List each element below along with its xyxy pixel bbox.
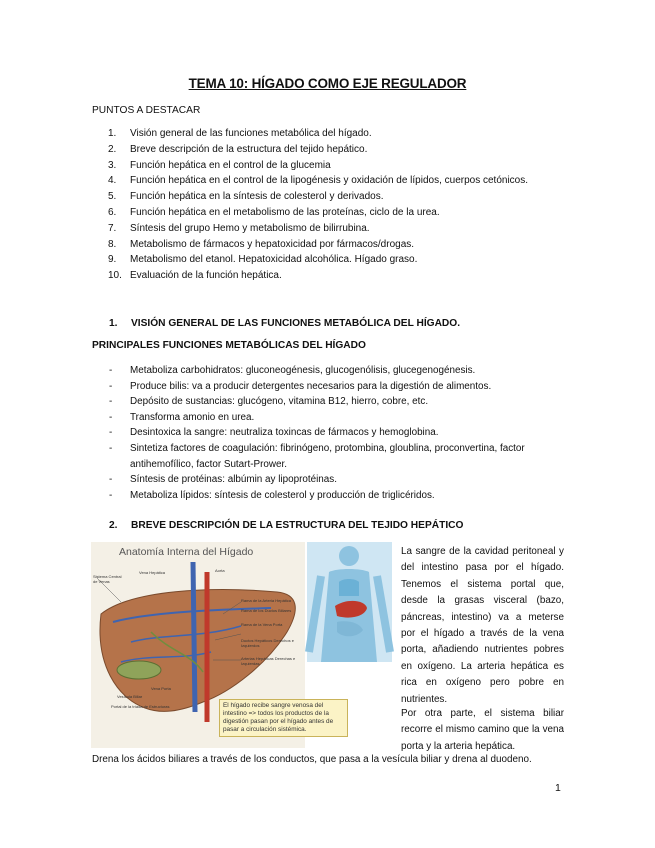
list-item: - Transforma amonio en urea. bbox=[109, 411, 255, 423]
list-item: - Desintoxica la sangre: neutraliza toxincas de fármacos y hemoglobina. bbox=[109, 427, 439, 439]
list-item: - Metaboliza carbohidratos: gluconeogénesis, glucogenólisis, glucegenogénesis. bbox=[109, 365, 476, 376]
figure-label: Vena Porta bbox=[151, 686, 171, 691]
figure-label: Rama de la Arteria Hepática bbox=[241, 598, 292, 603]
page-title: TEMA 10: HÍGADO COMO EJE REGULADOR bbox=[188, 76, 467, 91]
list-item: 2. Breve descripción de la estructura del tejido hepático. bbox=[108, 143, 368, 155]
list-item: 4. Función hepática en el control de la lipogénesis y oxidación de lípidos, cuerpos cetónicos. bbox=[108, 175, 529, 187]
list-item: 10. Evaluación de la función hepática. bbox=[108, 270, 282, 282]
list-item: 5. Función hepática en la síntesis de colesterol y derivados. bbox=[108, 191, 384, 203]
figure-label: Aorta bbox=[215, 568, 225, 573]
figure-label: Vesícula Biliar bbox=[117, 694, 143, 699]
figure-label: Sistema Central de Venas bbox=[93, 574, 122, 584]
list-item: - Síntesis de protéinas: albúmin ay lipoprotéinas. bbox=[109, 474, 337, 486]
body-silhouette-figure bbox=[307, 542, 392, 662]
list-item: 1. Visión general de las funciones metabólica del hígado. bbox=[108, 128, 372, 139]
figure-label: Rama de la Vena Porta bbox=[241, 622, 283, 627]
points-label: PUNTOS A DESTACAR bbox=[92, 105, 201, 116]
list-item: 9. Metabolismo del etanol. Hepatoxicidad alcohólica. Hígado graso. bbox=[108, 254, 418, 266]
list-item: 6. Función hepática en el metabolismo de las proteínas, ciclo de la urea. bbox=[108, 206, 440, 218]
section-1-heading: 1. VISIÓN GENERAL DE LAS FUNCIONES METABÓLICA DEL HÍGADO. bbox=[109, 318, 461, 329]
figure-label: Vena Hepática bbox=[139, 570, 166, 575]
section-2-heading: 2. BREVE DESCRIPCIÓN DE LA ESTRUCTURA DEL TEJIDO HEPÁTICO bbox=[109, 520, 464, 531]
paragraph-1: La sangre de la cavidad peritoneal y del intestino pasa por el hígado. Tenemos el sistema portal que, desde la grasas visceral (bazo, páncreas, intestino) va a meterse por el hígado a través de la vena porta, añadiendo nutrientes pobres en oxígeno. La arteria hepática es rica en oxígeno pero pobre en nutrientes. bbox=[401, 546, 564, 705]
list-item: 8. Metabolismo de fármacos y hepatoxicidad por fármacos/drogas. bbox=[108, 238, 415, 250]
figure-label: Portal de la tríada de Estructuras bbox=[111, 704, 170, 709]
paragraph-2: Por otra parte, el sistema biliar recorre el mismo camino que la vena porta y la arteria hepática. bbox=[401, 708, 564, 752]
functions-subheading: PRINCIPALES FUNCIONES METABÓLICAS DEL HÍGADO bbox=[92, 340, 366, 351]
figure-label: Arterias Hepáticas Derechas e Izquierdas bbox=[241, 656, 296, 666]
liver-anatomy-figure bbox=[91, 542, 334, 748]
list-item: - Sintetiza factores de coagulación: fibrinógeno, protombina, gloublina, proconvertina, factor antihemofílico, factor Sutart-Prower. bbox=[109, 442, 525, 470]
figure-label: Rama de los Ductos Biliares bbox=[241, 608, 292, 613]
functions-list bbox=[109, 363, 569, 503]
figure-caption: El hígado recibe sangre venosa del intestino => todos los productos de la digestión pasan por el hígado antes de pasar a circulación sistémica. bbox=[219, 699, 348, 737]
figure-label: Ductos Hepáticos Derechos e Izquierdos bbox=[241, 638, 294, 648]
points-list bbox=[108, 126, 528, 284]
paragraph-last-line: Drena los ácidos biliares a través de los conductos, que pasa a la vesícula biliar y drena al duodeno. bbox=[92, 754, 532, 765]
figure-title: Anatomía Interna del Hígado bbox=[119, 546, 254, 558]
list-item: 7. Síntesis del grupo Hemo y metabolismo de bilirrubina. bbox=[108, 222, 370, 234]
page-number: 1 bbox=[555, 782, 561, 794]
list-item: - Metaboliza lípidos: síntesis de colesterol y producción de triglicéridos. bbox=[109, 489, 435, 501]
list-item: 3. Función hepática en el control de la glucemia bbox=[108, 159, 331, 171]
body-illustration bbox=[307, 542, 392, 662]
list-item: - Produce bilis: va a producir detergentes necesarios para la digestión de alimentos. bbox=[109, 380, 492, 392]
list-item: - Depósito de sustancias: glucógeno, vitamina B12, hierro, cobre, etc. bbox=[109, 396, 429, 408]
